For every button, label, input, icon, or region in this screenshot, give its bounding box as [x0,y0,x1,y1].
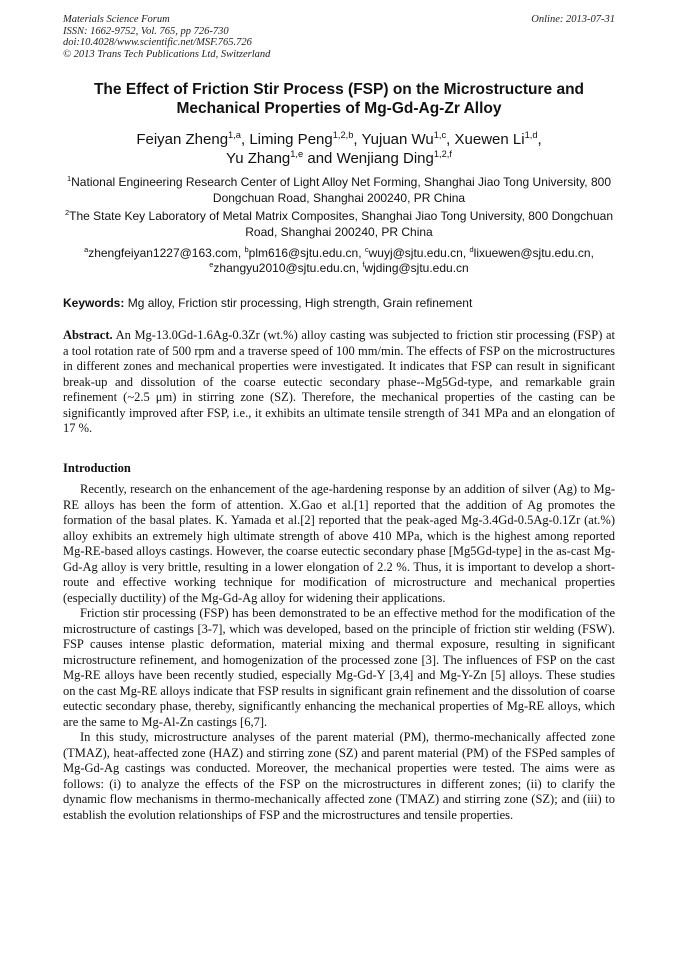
abstract [63,328,615,437]
email: $^a$zhengfeiyan1227@163.com, [84,245,245,260]
abstract-label: Abstract. [63,328,113,342]
keywords-label: Keywords: [63,296,125,310]
journal-name: Materials Science Forum [63,14,170,25]
author: Liming Peng$^{1,2,b}$, [249,130,362,148]
author: Yu Zhang$^{1,e}$ and [226,149,337,167]
author: Feiyan Zheng$^{1,a}$, [136,130,250,148]
author-list [63,130,615,168]
keywords-text: Mg alloy, Friction stir processing, High strength, Grain refinement [127,296,473,310]
online-date: Online: 2013-07-31 [531,14,615,25]
issn: ISSN: 1662-9752, Vol. 765, pp 726-730 [63,25,229,37]
keywords [63,296,615,311]
email: $^f$wjding@sjtu.edu.cn [362,259,469,275]
section-heading-introduction: Introduction [63,461,131,475]
journal-header [63,14,615,60]
introduction-body [63,482,615,823]
paragraph: Recently, research on the enhancement of the age-hardening response by an addition of silver (Ag) to Mg-RE alloys has been the form of attention. X.Gao et al.[1] reported that the addition of Ag promotes the formation of the basal plates. K. Yamada et al.[2] reported that the peak-aged Mg-3.4Gd-0.5Ag-0.1Zr (at.%) alloy exhibits an extremely high ultimate strength of above 410 MPa, which is the highest among reported Mg-RE-based alloys castings. However, the coarse eutectic secondary phase [Mg5Gd-type] in the as-cast Mg-Gd-Ag alloy is very brittle, resulting in a lower elongation of 2.2 %. Thus, it is important to develop a short-route and effective working technique for modification of microstructure and mechanical properties (especially ductility) of the Mg-Gd-Ag alloy for widening their applications. [63,482,615,605]
author: Yujuan Wu$^{1,c}$, [361,130,455,148]
copyright: © 2013 Trans Tech Publications Ltd, Switzerland [63,48,271,60]
author-emails [63,246,615,275]
email: $^c$wuyj@sjtu.edu.cn, [364,245,470,260]
author: Xuewen Li$^{1,d}$, [454,130,542,148]
affiliation-1: $^1$National Engineering Research Center of Light Alloy Net Forming, Shanghai Jiao Tong University, 800 Dongchuan Road, Shanghai 200240, PR China [67,174,611,205]
paragraph: Friction stir processing (FSP) has been demonstrated to be an effective method for the modification of the microstructure of castings [3-7], which was developed, based on the principle of friction stir welding (FSW). FSP causes intense plastic deformation, material mixing and thermal exposure, resulting in significant microstructure refinement, and homogenization of the processed zone [3]. The influences of FSP on the cast Mg-RE alloys have been recently studied, especially Mg-Gd-Y [3,4] and Mg-Y-Zn [5] alloys. These studies on the cast Mg-RE alloys indicate that FSP results in significant grain refinement and the dissolution of coarse eutectic secondary phase, thereby, significantly enhancing the mechanical properties of Mg-RE alloys, which are the same to Mg-Al-Zn castings [6,7]. [63,606,615,729]
affiliation-2: $^2$The State Key Laboratory of Metal Matrix Composites, Shanghai Jiao Tong University, 800 Dongchuan Road, Shanghai 200240, PR China [65,208,613,239]
email: $^e$zhangyu2010@sjtu.edu.cn, [209,259,363,275]
email: $^d$lixuewen@sjtu.edu.cn, [469,245,594,260]
email: $^b$plm616@sjtu.edu.cn, [244,245,365,260]
doi: doi:10.4028/www.scientific.net/MSF.765.726 [63,37,252,48]
paragraph: In this study, microstructure analyses of the parent material (PM), thermo-mechanically affected zone (TMAZ), heat-affected zone (HAZ) and stirring zone (SZ) and parent material (PM) of the FSPed samples of Mg-Gd-Ag castings was conducted. Moreover, the mechanical properties were tested. The aims were as follows: (i) to analyze the effects of the FSP on the microstructures in different zones; (ii) to clarify the dynamic flow mechanisms in thermo-mechanically affected zone (TMAZ) and stirring zone (SZ); and (iii) to establish the evolution relationships of FSP and the microstructures and tensile properties. [63,730,615,822]
paper-title: The Effect of Friction Stir Process (FSP) on the Microstructure and Mechanical Properties of Mg-Gd-Ag-Zr Alloy [93,81,585,117]
abstract-text: An Mg-13.0Gd-1.6Ag-0.3Zr (wt.%) alloy casting was subjected to friction stir processing (FSP) at a tool rotation rate of 500 rpm and a traverse speed of 100 mm/min. The effects of FSP on the microstructures in different zones and mechanical properties were investigated. It indicates that FSP can result in significant break-up and dissolution of the coarse eutectic secondary phase--Mg5Gd-type, and remarkable grain refinement (~2.5 μm) in stirring zone (SZ). Therefore, the mechanical properties of the casting can be significantly improved after FSP, i.e., it exhibits an ultimate tensile strength of 341 MPa and an elongation of 17 %. [63,328,615,435]
author: Wenjiang Ding$^{1,2,f}$ [336,149,452,167]
